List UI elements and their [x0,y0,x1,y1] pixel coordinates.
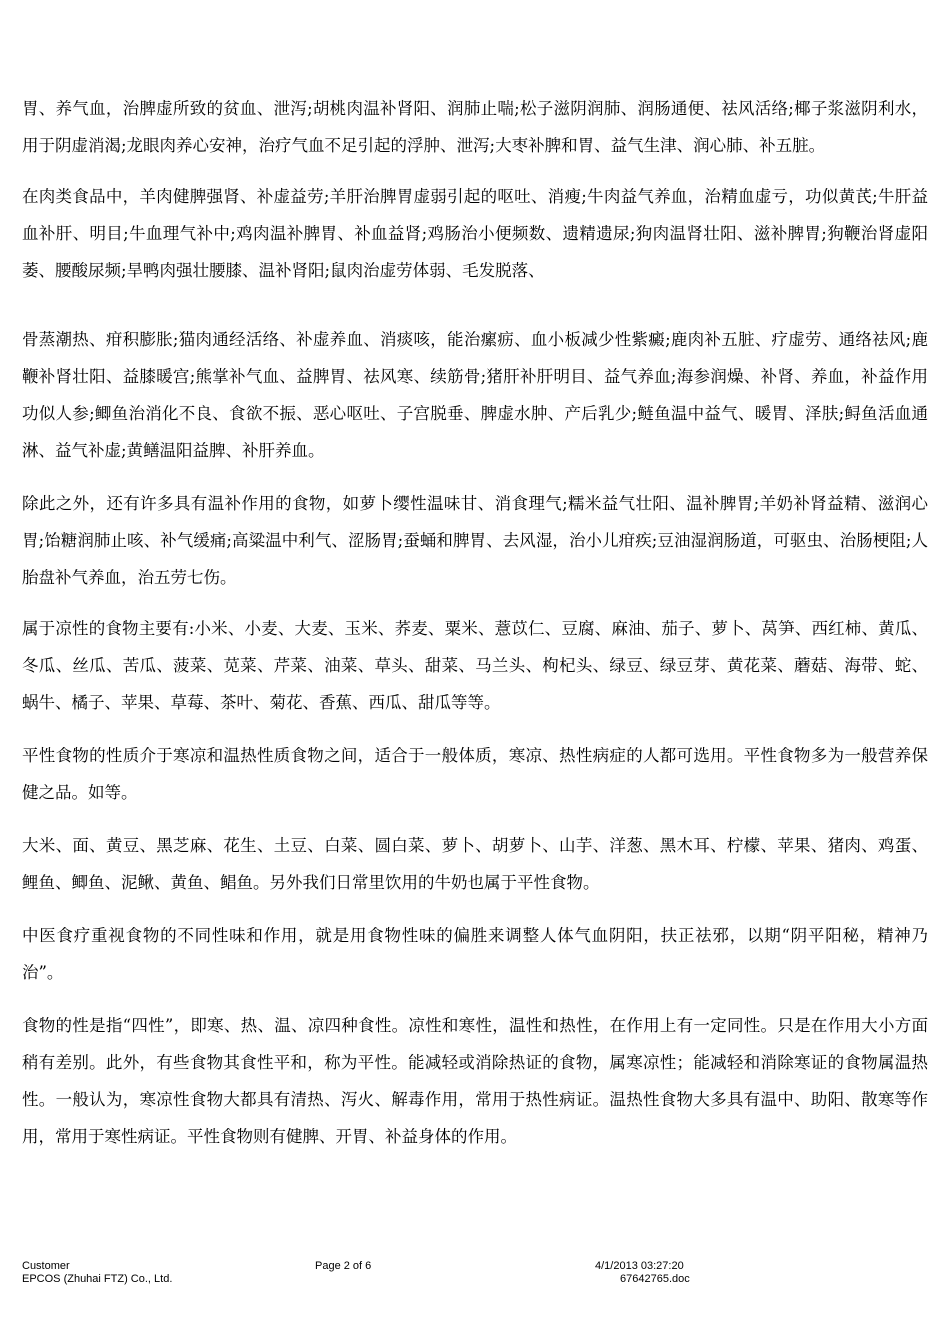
paragraph: 平性食物的性质介于寒凉和温热性质食物之间，适合于一般体质，寒凉、热性病症的人都可选用。平性食物多为一般营养保健之品。如等。 [22,746,928,802]
paragraph: 属于凉性的食物主要有:小米、小麦、大麦、玉米、荞麦、粟米、薏苡仁、豆腐、麻油、茄子、萝卜、莴笋、西红柿、黄瓜、冬瓜、丝瓜、苦瓜、菠菜、苋菜、芹菜、油菜、草头、甜菜、马兰头、枸杞头、绿豆、绿豆芽、黄花菜、蘑菇、海带、蛇、蜗牛、橘子、苹果、草莓、茶叶、菊花、香蕉、西瓜、甜瓜等等。 [22,619,928,712]
paragraph: 骨蒸潮热、疳积膨胀;猫肉通经活络、补虚养血、消痰咳，能治瘰疬、血小板减少性紫癜;鹿肉补五脏、疗虚劳、通络祛风;鹿鞭补肾壮阳、益膝暖宫;熊掌补气血、益脾胃、祛风寒、续筋骨;猪肝补肝明目、益气养血;海参润燥、补肾、养血，补益作用功似人参;鲫鱼治消化不良、食欲不振、恶心呕吐、子宫脱垂、脾虚水肿、产后乳少;鲢鱼温中益气、暖胃、泽肤;鲟鱼活血通淋、益气补虚;黄鳝温阳益脾、补肝养血。 [22,330,928,460]
footer-datetime: 4/1/2013 03:27:20 [595,1260,684,1272]
paragraph: 大米、面、黄豆、黑芝麻、花生、土豆、白菜、圆白菜、萝卜、胡萝卜、山芋、洋葱、黑木耳、柠檬、苹果、猪肉、鸡蛋、鲤鱼、鲫鱼、泥鳅、黄鱼、鲳鱼。另外我们日常里饮用的牛奶也属于平性食物。 [22,836,928,892]
page-footer [22,1260,928,1300]
document-body [22,90,928,1155]
footer-company: EPCOS (Zhuhai FTZ) Co., Ltd. [22,1273,173,1285]
paragraph: 胃、养气血，治脾虚所致的贫血、泄泻;胡桃肉温补肾阳、润肺止喘;松子滋阴润肺、润肠通便、祛风活络;椰子浆滋阴利水，用于阴虚消渴;龙眼肉养心安神，治疗气血不足引起的浮肿、泄泻;大枣补脾和胃、益气生津、润心肺、补五脏。 [22,99,928,155]
paragraph: 在肉类食品中，羊肉健脾强肾、补虚益劳;羊肝治脾胃虚弱引起的呕吐、消瘦;牛肉益气养血，治精血虚亏，功似黄芪;牛肝益血补肝、明目;牛血理气补中;鸡肉温补脾胃、补血益肾;鸡肠治小便频数、遗精遗尿;狗肉温肾壮阳、滋补脾胃;狗鞭治肾虚阳萎、腰酸尿频;旱鸭肉强壮腰膝、温补肾阳;鼠肉治虚劳体弱、毛发脱落、 [22,187,928,280]
footer-customer-label: Customer [22,1260,70,1272]
footer-filename: 67642765.doc [620,1273,690,1285]
footer-page-number: Page 2 of 6 [315,1260,372,1272]
paragraph: 中医食疗重视食物的不同性味和作用，就是用食物性味的偏胜来调整人体气血阴阳，扶正祛邪，以期“阴平阳秘，精神乃治”。 [22,926,928,982]
paragraph: 除此之外，还有许多具有温补作用的食物，如萝卜缨性温味甘、消食理气;糯米益气壮阳、温补脾胃;羊奶补肾益精、滋润心胃;饴糖润肺止咳、补气缓痛;高粱温中利气、涩肠胃;蚕蛹和脾胃、去风湿，治小儿疳疾;豆油湿润肠道，可驱虫、治肠梗阻;人胎盘补气养血，治五劳七伤。 [22,494,928,587]
paragraph: 食物的性是指“四性”，即寒、热、温、凉四种食性。凉性和寒性，温性和热性，在作用上有一定同性。只是在作用大小方面稍有差别。此外，有些食物其食性平和，称为平性。能减轻或消除热证的食物，属寒凉性；能减轻和消除寒证的食物属温热性。一般认为，寒凉性食物大都具有清热、泻火、解毒作用，常用于热性病证。温热性食物大多具有温中、助阳、散寒等作用，常用于寒性病证。平性食物则有健脾、开胃、补益身体的作用。 [22,1016,928,1146]
